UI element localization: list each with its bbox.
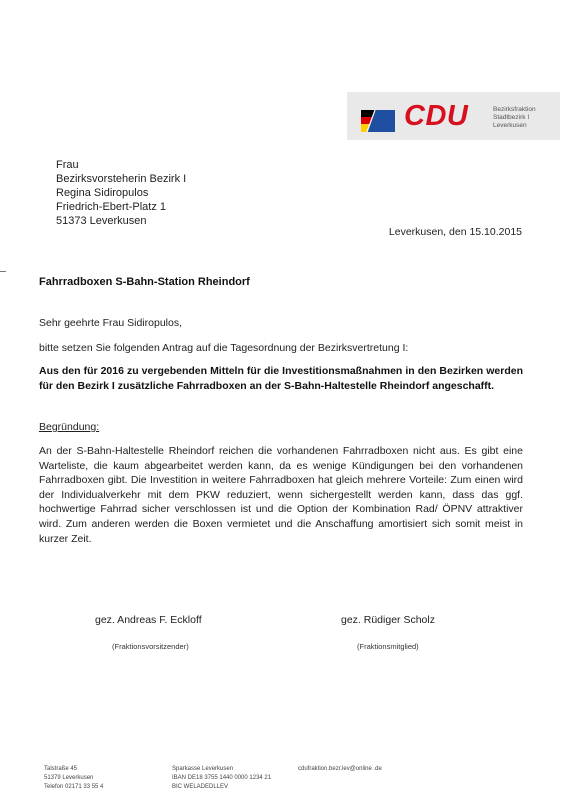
- cdu-logo: [347, 92, 560, 140]
- footer-line: 51379 Leverkusen: [44, 775, 94, 781]
- logo-subtitle: [493, 106, 559, 130]
- footer-line: cdufraktion.bezr.lev@online .de: [298, 766, 382, 772]
- logo-subtitle-line: Bezirksfraktion: [493, 106, 536, 113]
- address-line: Bezirksvorsteherin Bezirk I: [56, 173, 187, 185]
- salutation: Sehr geehrte Frau Sidiropulos,: [39, 317, 182, 329]
- footer-line: Telefon 02171 33 55 4: [44, 784, 104, 790]
- signature-role: (Fraktionsmitglied): [357, 642, 419, 651]
- fold-mark: [0, 271, 6, 272]
- signature-name: gez. Andreas F. Eckloff: [95, 614, 202, 626]
- signature-name: gez. Rüdiger Scholz: [341, 614, 435, 626]
- footer-bank: [172, 765, 271, 792]
- footer-line: Talstraße 45: [44, 766, 78, 772]
- logo-subtitle-line: Leverkusen: [493, 122, 527, 129]
- recipient-address: [56, 158, 186, 228]
- address-line: Friedrich-Ebert-Platz 1: [56, 201, 167, 213]
- subject-line: Fahrradboxen S-Bahn-Station Rheindorf: [39, 276, 250, 288]
- footer-email: [298, 765, 382, 774]
- intro-text: bitte setzen Sie folgenden Antrag auf die Tagesordnung der Bezirksvertretung I:: [39, 342, 409, 354]
- reason-heading: Begründung:: [39, 421, 100, 433]
- address-line: Regina Sidiropulos: [56, 187, 149, 199]
- logo-subtitle-line: Stadtbezirk I: [493, 114, 530, 121]
- reason-text: An der S-Bahn-Haltestelle Rheindorf reichen die vorhandenen Fahrradboxen nicht aus. Es gibt eine Warteliste, die kaum abgearbeitet werden kann, da es wenige Kündigungen bei den vorhandenen Fahrradboxen gibt. Die Investition in weitere Fahrradboxen hat gleich mehrere Vorteile: Zum einen wird der Individualverkehr mit dem PKW reduziert, wenn sichergestellt werden kann, dass das ggf. hochwertige Fahrrad sicher verschlossen ist und die Option der Kombination Rad/ ÖPNV attraktiver wird. Zum anderen werden die Boxen vermietet und die Anschaffung amortisiert sich somit meist in kurzer Zeit.: [39, 445, 523, 545]
- date-line: Leverkusen, den 15.10.2015: [388, 226, 522, 238]
- flag-emblem-icon: [361, 110, 395, 132]
- logo-brand-text: CDU: [404, 100, 469, 132]
- signature-role: (Fraktionsvorsitzender): [112, 642, 189, 651]
- footer-address: [44, 765, 103, 792]
- footer-line: IBAN DE18 3755 1440 0000 1234 21: [172, 775, 272, 781]
- footer-line: BIC WELADEDLLEV: [172, 784, 229, 790]
- address-line: 51373 Leverkusen: [56, 215, 147, 227]
- motion-text: Aus den für 2016 zu vergebenden Mitteln für die Investitionsmaßnahmen in den Bezirken werden für den Bezirk I zusätzliche Fahrradboxen an der S-Bahn-Haltestelle Rheindorf angeschafft.: [39, 365, 523, 392]
- address-line: Frau: [56, 159, 79, 171]
- footer-line: Sparkasse Leverkusen: [172, 766, 234, 772]
